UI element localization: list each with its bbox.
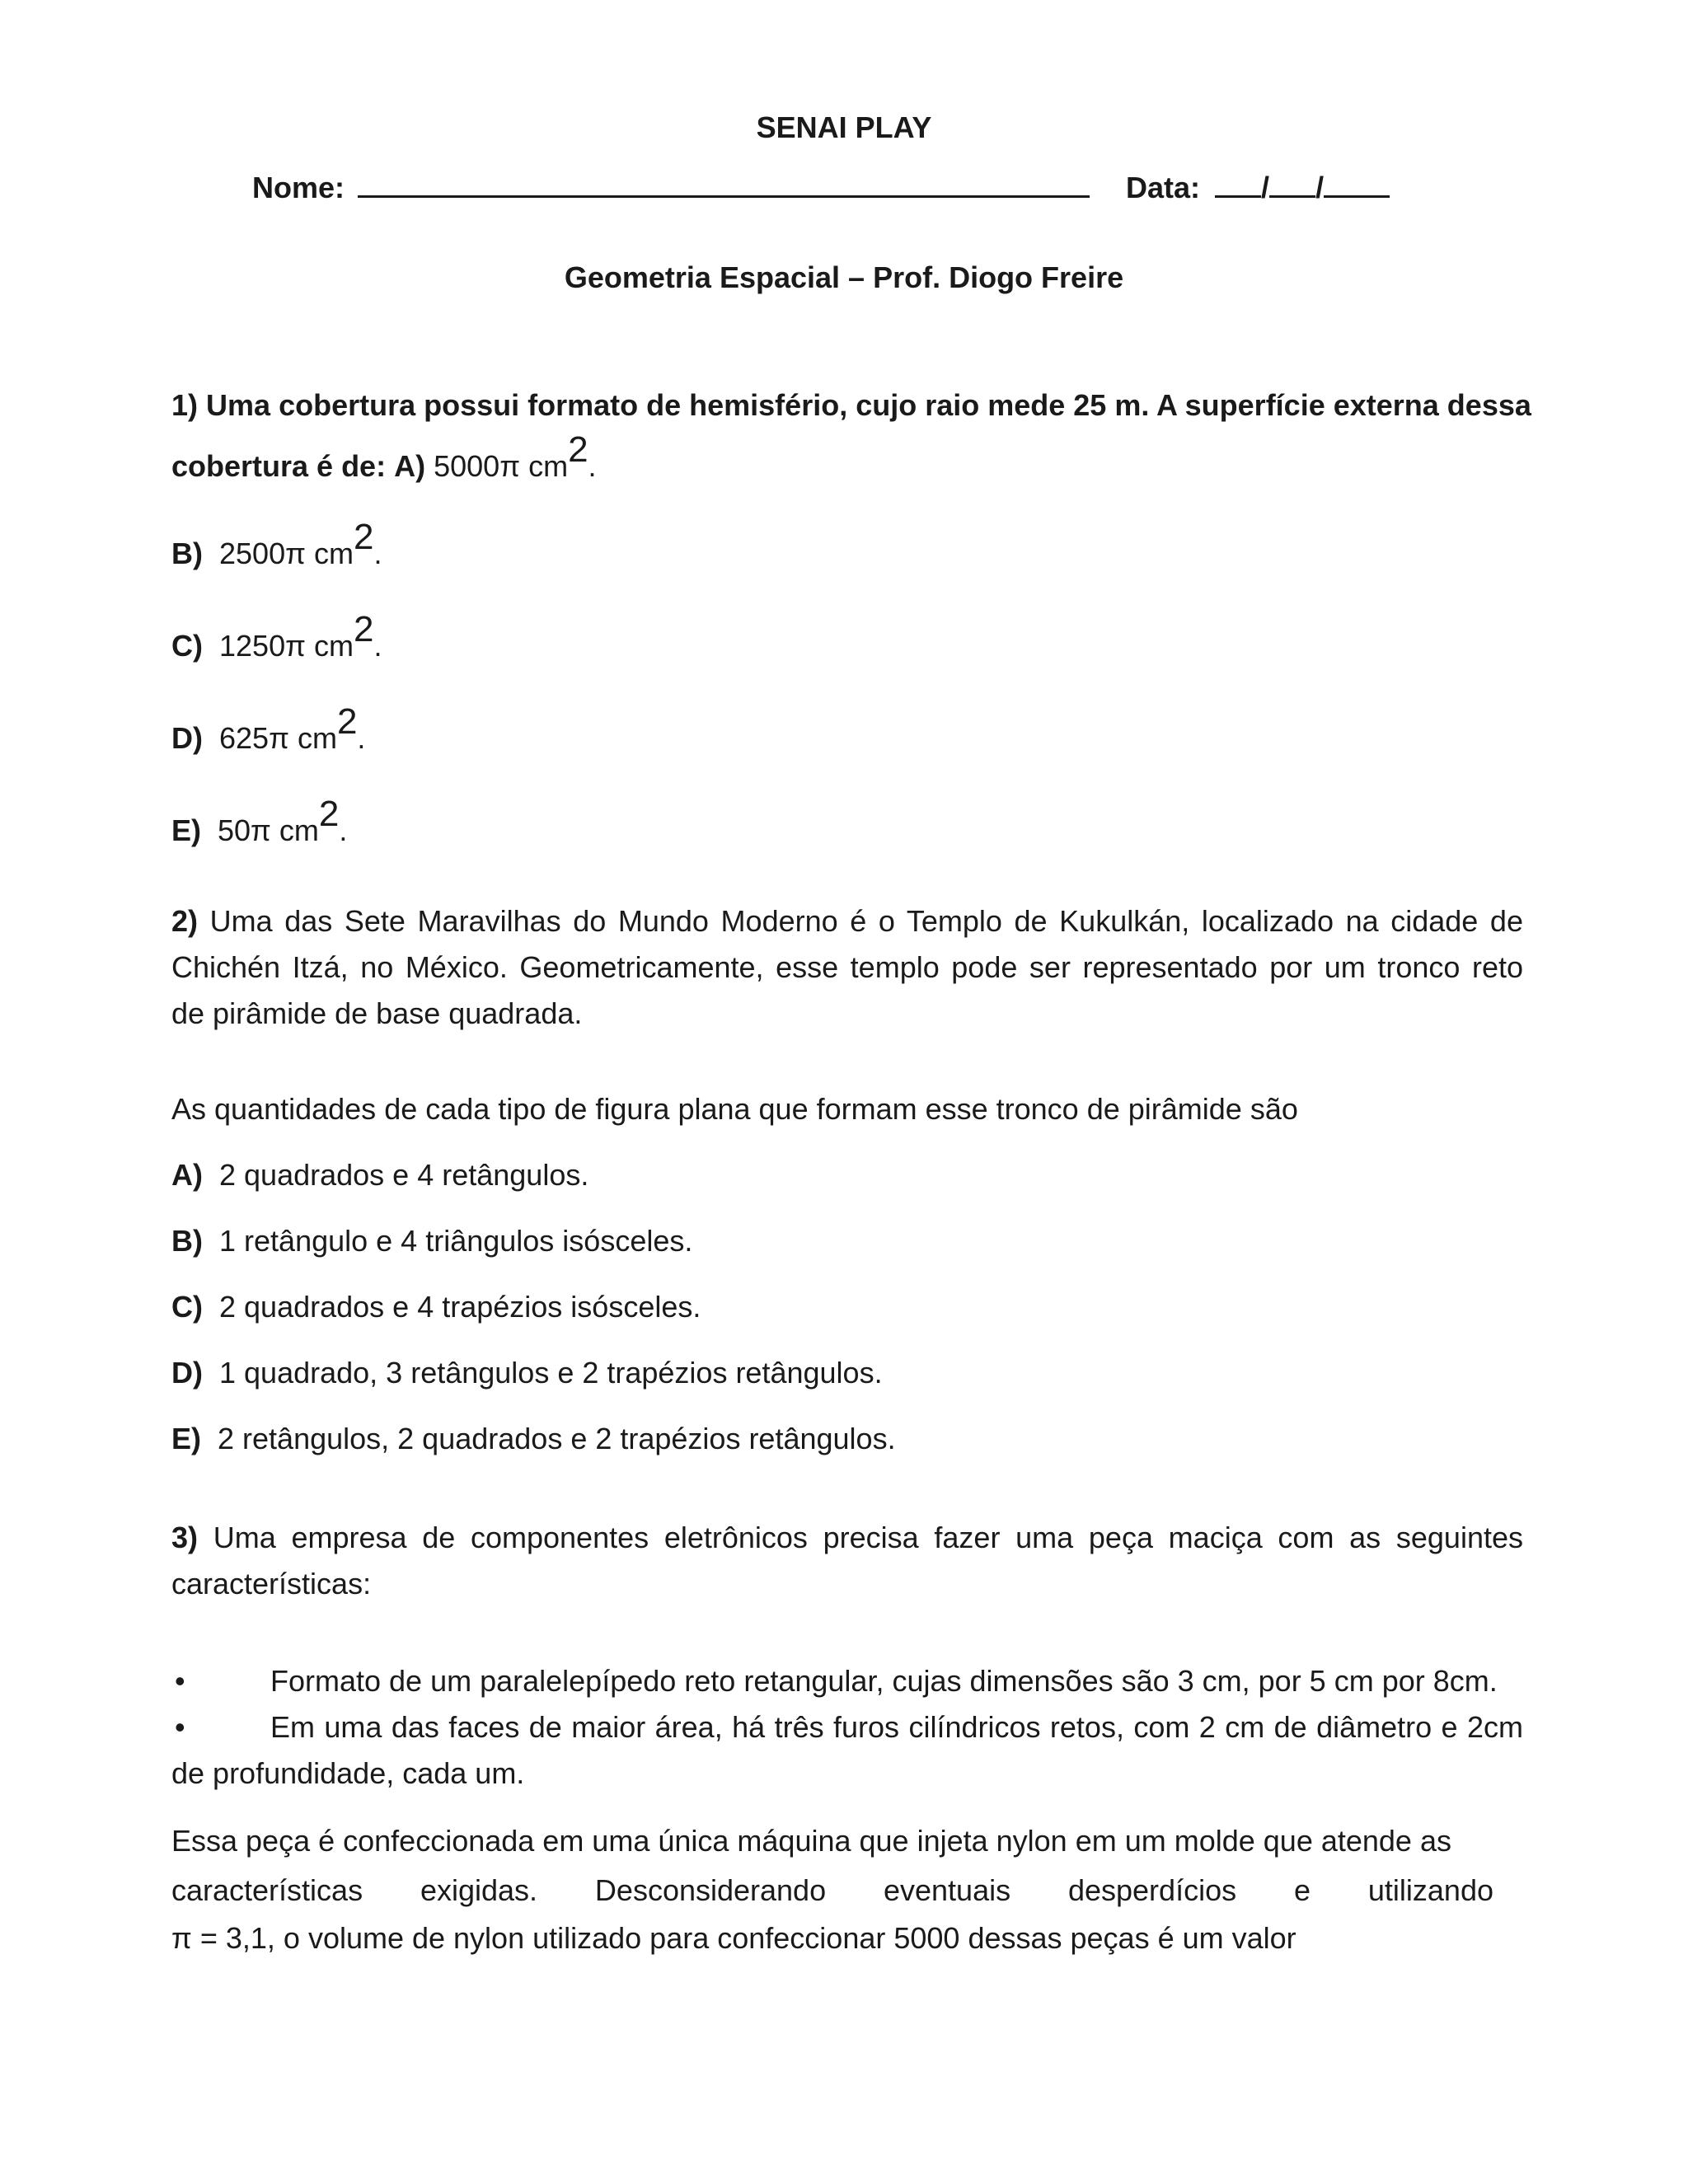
q1-number: 1) (171, 388, 199, 422)
date-separator: / (1315, 171, 1325, 204)
unit: cm (279, 813, 319, 847)
option-value: 50π (218, 813, 271, 847)
exponent: 2 (353, 609, 374, 649)
option-letter: D) (171, 1356, 203, 1390)
period: . (357, 721, 366, 755)
q2-option-d[interactable] (171, 1353, 1523, 1393)
bullet-marker: • (175, 1664, 185, 1698)
exponent: 2 (318, 794, 340, 834)
option-text: 2 retângulos, 2 quadrados e 2 trapézios retângulos. (218, 1422, 896, 1455)
date-row (1126, 168, 1390, 208)
exponent: 2 (353, 517, 374, 557)
option-text: 2 quadrados e 4 retângulos. (219, 1158, 589, 1192)
q3-stem-line2: características: (171, 1567, 372, 1601)
option-letter: C) (171, 629, 203, 663)
q1-stem-line2 (171, 429, 1523, 486)
date-month-blank[interactable] (1269, 171, 1315, 198)
unit: cm (297, 721, 337, 755)
exponent: 2 (336, 701, 358, 742)
q3-number: 3) (171, 1521, 199, 1554)
q3-para-line3: π = 3,1, o volume de nylon utilizado para confeccionar 5000 dessas peças é um valor (171, 1921, 1296, 1955)
q2-stem-line3: de pirâmide de base quadrada. (171, 996, 583, 1030)
q1-option-a-value: 5000π (434, 449, 521, 483)
q3-bullet1: Formato de um paralelepípedo reto retangular, cujas dimensões são 3 cm, por 5 cm por 8cm. (270, 1664, 1498, 1698)
period: . (373, 537, 382, 570)
name-row (252, 168, 1090, 208)
option-value: 1250π (219, 629, 306, 663)
q2-stem-text: Uma das Sete Maravilhas do Mundo Moderno é o Templo de Kukulkán, localizado na cidade de (209, 904, 1523, 938)
q1-option-c[interactable] (171, 609, 1523, 666)
date-label: Data: (1126, 171, 1201, 204)
option-letter: E) (171, 1422, 201, 1455)
q3-stem-text: Uma empresa de componentes eletrônicos precisa fazer uma peça maciça com as seguintes (213, 1521, 1523, 1554)
unit: cm (313, 537, 354, 570)
option-letter: C) (171, 1290, 203, 1324)
option-letter: A) (171, 1158, 203, 1192)
page-subtitle: Geometria Espacial – Prof. Diogo Freire (564, 260, 1124, 294)
q3-bullet2-line1: Em uma das faces de maior área, há três furos cilíndricos retos, com 2 cm de diâmetro e 2cm (270, 1710, 1523, 1744)
q1-stem-text: Uma cobertura possui formato de hemisfério, cujo raio mede 25 m. A superfície externa dessa (206, 388, 1531, 422)
option-text: 2 quadrados e 4 trapézios isósceles. (219, 1290, 701, 1324)
option-text: 1 quadrado, 3 retângulos e 2 trapézios retângulos. (219, 1356, 883, 1390)
q1-option-b[interactable] (171, 517, 1523, 574)
option-letter: D) (171, 721, 203, 755)
q2-number: 2) (171, 904, 199, 938)
q2-option-c[interactable] (171, 1287, 1523, 1327)
bullet-marker: • (175, 1710, 185, 1744)
q3-para-line2: características exigidas. Desconsiderando eventuais desperdícios e utilizando (171, 1873, 1493, 1907)
unit: cm (528, 449, 569, 483)
date-day-blank[interactable] (1215, 171, 1261, 198)
q1-stem-line1 (171, 386, 1531, 425)
option-letter: E) (171, 813, 201, 847)
option-value: 625π (219, 721, 289, 755)
option-letter: B) (171, 537, 203, 570)
period: . (373, 629, 382, 663)
q3-stem-line1 (171, 1518, 1523, 1558)
date-separator: / (1261, 171, 1270, 204)
q2-stem-line2: Chichén Itzá, no México. Geometricamente, esse templo pode ser representado por um tronco reto (171, 950, 1523, 984)
option-value: 2500π (219, 537, 306, 570)
period: . (339, 813, 348, 847)
q1-option-d[interactable] (171, 701, 1523, 758)
q2-option-e[interactable] (171, 1419, 1523, 1459)
option-text: 1 retângulo e 4 triângulos isósceles. (219, 1224, 693, 1258)
name-label: Nome: (252, 171, 345, 204)
q1-option-e[interactable] (171, 794, 1523, 851)
page-title: SENAI PLAY (756, 110, 932, 144)
date-year-blank[interactable] (1324, 171, 1390, 198)
q2-option-a[interactable] (171, 1155, 1523, 1195)
q3-para-line1: Essa peça é confeccionada em uma única máquina que injeta nylon em um molde que atende as (171, 1824, 1451, 1858)
q2-option-b[interactable] (171, 1221, 1523, 1261)
name-blank[interactable] (358, 171, 1090, 198)
period: . (588, 449, 597, 483)
unit: cm (313, 629, 354, 663)
q3-bullet2-line2: de profundidade, cada um. (171, 1756, 525, 1790)
option-letter: B) (171, 1224, 203, 1258)
q1-option-a-letter: A) (394, 449, 426, 483)
exponent: 2 (568, 429, 588, 470)
q2-stem-line1 (171, 902, 1523, 941)
q1-stem-text2: cobertura é de: (171, 449, 387, 483)
q2-prompt: As quantidades de cada tipo de figura plana que formam esse tronco de pirâmide são (171, 1092, 1298, 1126)
